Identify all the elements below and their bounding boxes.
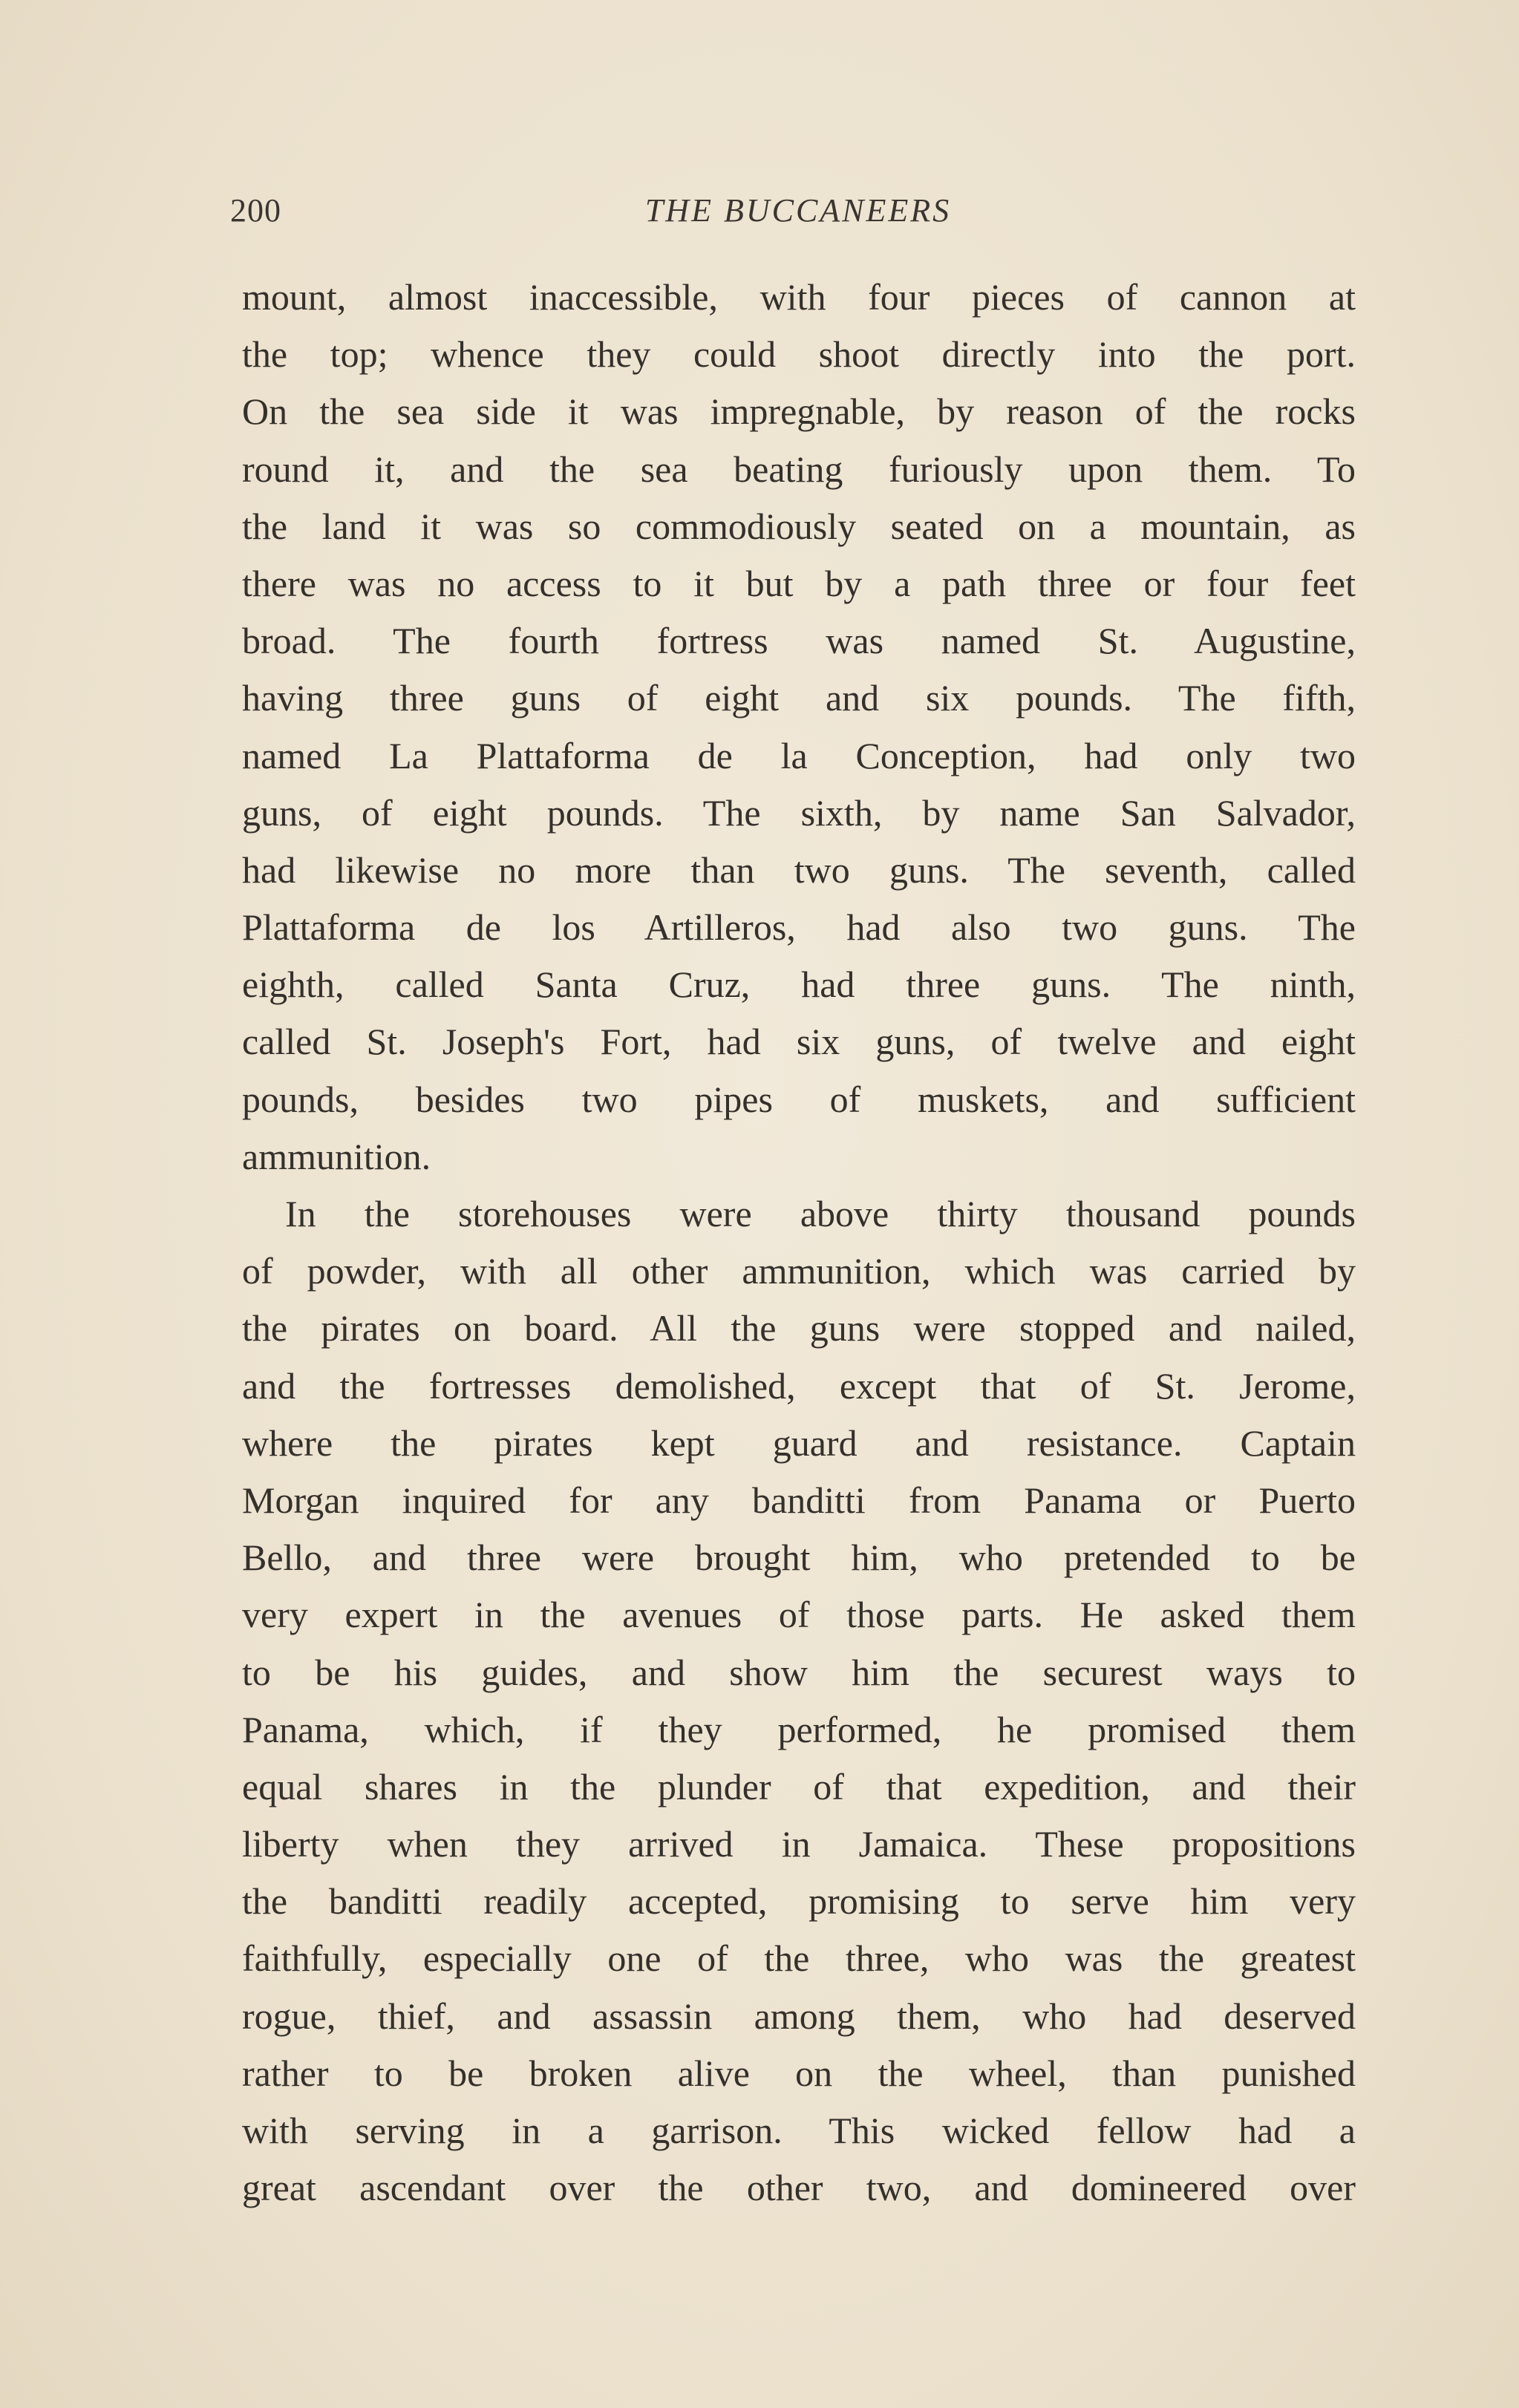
text-line: ammunition. [242,1135,431,1177]
text-line: called St. Joseph's Fort, had six guns, of twelve and eight [242,1021,1356,1063]
text-line: Morgan inquired for any banditti from Panama or Puerto [242,1479,1356,1521]
text-line: the land it was so commodiously seated on a mountain, as [242,505,1356,547]
text-line: to be his guides, and show him the securest ways to [242,1651,1356,1693]
text-line: and the fortresses demolished, except that of St. Jerome, [242,1364,1356,1407]
text-line: Panama, which, if they performed, he promised them [242,1708,1356,1750]
body-text [242,269,1356,2216]
text-line: rather to be broken alive on the wheel, than punished [242,2052,1356,2094]
text-line: had likewise no more than two guns. The seventh, called [242,848,1356,891]
text-line: On the sea side it was impregnable, by reason of the rocks [242,390,1356,433]
text-line: Plattaforma de los Artilleros, had also two guns. The [242,906,1356,949]
text-line: named La Plattaforma de la Conception, had only two [242,734,1356,776]
text-line: guns, of eight pounds. The sixth, by name San Salvador, [242,791,1356,834]
text-line: with serving in a garrison. This wicked fellow had a [242,2110,1356,2151]
page-header [230,192,1366,236]
text-line: there was no access to it but by a path three or four feet [242,562,1356,604]
text-line: great ascendant over the other two, and domineered over [242,2167,1356,2209]
text-line: the pirates on board. All the guns were stopped and nailed, [242,1307,1356,1349]
text-line: the banditti readily accepted, promising to serve him very [242,1880,1356,1923]
text-line: pounds, besides two pipes of muskets, and sufficient [242,1078,1356,1120]
text-line: broad. The fourth fortress was named St. Augustine, [242,620,1356,662]
text-line: In the storehouses were above thirty thousand pounds [285,1193,1356,1234]
text-line: having three guns of eight and six pounds. The fifth, [242,677,1356,719]
text-line: very expert in the avenues of those parts. He asked them [242,1594,1356,1636]
text-line: rogue, thief, and assassin among them, who had deserved [242,1995,1356,2037]
running-title: THE BUCCANEERS [644,192,952,229]
text-line: the top; whence they could shoot directly into the port. [242,333,1356,376]
text-line: round it, and the sea beating furiously upon them. To [242,448,1356,490]
text-line: faithfully, especially one of the three, who was the greatest [242,1937,1356,1980]
text-line: eighth, called Santa Cruz, had three guns. The ninth, [242,963,1356,1006]
text-line: liberty when they arrived in Jamaica. These propositions [242,1823,1356,1865]
text-line: equal shares in the plunder of that expedition, and their [242,1765,1356,1807]
page-number: 200 [230,192,281,229]
text-line: Bello, and three were brought him, who pretended to be [242,1537,1356,1579]
text-line: where the pirates kept guard and resistance. Captain [242,1421,1356,1464]
text-line: of powder, with all other ammunition, which was carried by [242,1250,1356,1292]
text-line: mount, almost inaccessible, with four pieces of cannon at [242,276,1356,318]
